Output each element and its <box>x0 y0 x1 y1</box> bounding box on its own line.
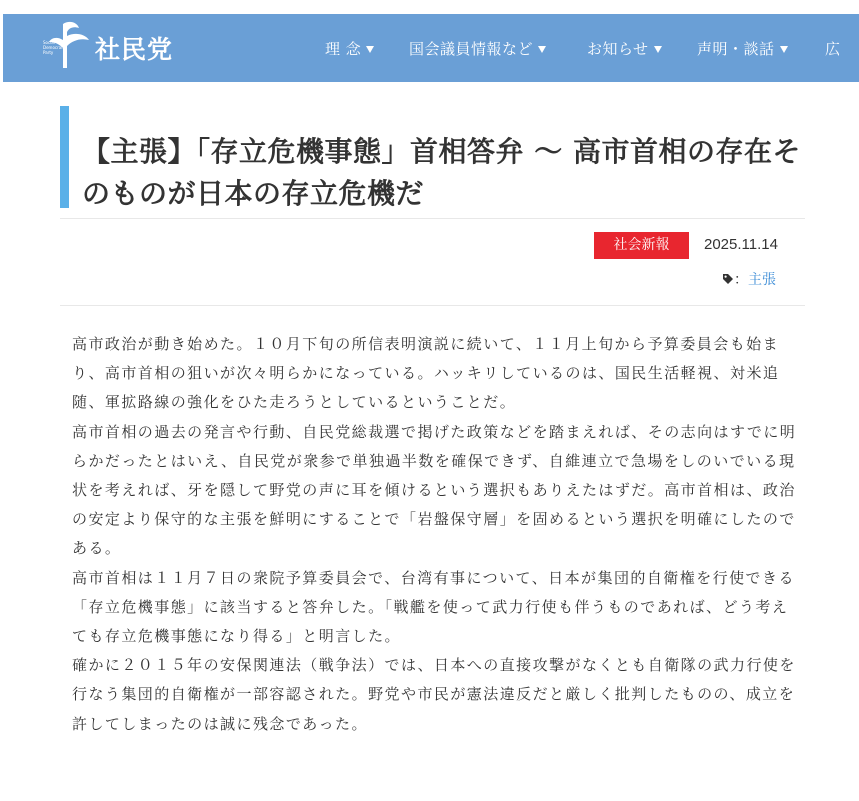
publish-date: 2025.11.14 <box>704 236 778 253</box>
nav-item-label: 広 <box>825 40 841 58</box>
main-nav <box>3 14 859 82</box>
tag-link[interactable]: 主張 <box>748 272 776 288</box>
nav-item-diet-members[interactable] <box>409 38 546 59</box>
divider <box>60 218 805 219</box>
nav-item-statements[interactable] <box>697 38 788 59</box>
tag-icon <box>722 273 734 285</box>
logo-wordmark: 社民党 <box>95 35 174 64</box>
article-paragraph: 確かに２０１５年の安保関連法（戦争法）では、日本への直接攻撃がなくとも自衛隊の武力行使を行なう集団的自衛権が一部容認された。野党や市民が憲法違反だと厳しく批判したものの、成立を許してしまったのは誠に残念であった。 <box>72 656 796 733</box>
article-title-block <box>60 106 805 208</box>
nav-item-news[interactable] <box>587 38 662 59</box>
article-body <box>72 330 802 739</box>
logo-subtext: Social Democratic Party <box>43 40 67 55</box>
tag-separator: ： <box>734 272 748 288</box>
nav-item-label: お知らせ <box>587 40 649 58</box>
caret-down-icon <box>654 46 662 53</box>
title-accent-bar <box>60 106 69 208</box>
nav-item-cut-off[interactable] <box>825 38 841 59</box>
article-title: 【主張】「存立危機事態」首相答弁 〜 高市首相の存在そのものが日本の存立危機だ <box>82 134 801 210</box>
tag-line <box>722 269 776 289</box>
article-paragraph: 高市政治が動き始めた。１０月下旬の所信表明演説に続いて、１１月上旬から予算委員会も始まり、高市首相の狙いが次々明らかになっている。ハッキリしているのは、国民生活軽視、対米追随、軍拡路線の強化をひた走ろうとしているということだ。 <box>72 335 780 412</box>
caret-down-icon <box>538 46 546 53</box>
article-paragraph: 高市首相は１１月７日の衆院予算委員会で、台湾有事について、日本が集団的自衛権を行使できる「存立危機事態」に該当すると答弁した。「戦艦を使って武力行使も伴うものであれば、どう考えても存立危機事態になり得る」と明言した。 <box>72 568 795 646</box>
nav-item-label: 理 念 <box>325 40 362 58</box>
category-badge[interactable]: 社会新報 <box>594 232 689 259</box>
nav-item-label: 声明・談話 <box>697 40 775 58</box>
article-paragraph: 高市首相の過去の発言や行動、自民党総裁選で掲げた政策などを踏まえれば、その志向はすでに明らかだったとはいえ、自民党が衆参で単独過半数を確保できず、自維連立で急場をしのいでいる現状を考えれば、牙を隠して野党の声に耳を傾けるという選択もありえたはずだ。高市首相は、政治の安定より保守的な主張を鮮明にすることで「岩盤保守層」を固めるという選択を明確にしたのである。 <box>72 422 797 558</box>
site-header <box>0 0 859 82</box>
caret-down-icon <box>366 46 374 53</box>
caret-down-icon <box>780 46 788 53</box>
nav-item-label: 国会議員情報など <box>409 40 534 58</box>
nav-item-rinen[interactable] <box>325 38 374 59</box>
navigation-bar <box>3 14 859 82</box>
divider <box>60 305 805 306</box>
